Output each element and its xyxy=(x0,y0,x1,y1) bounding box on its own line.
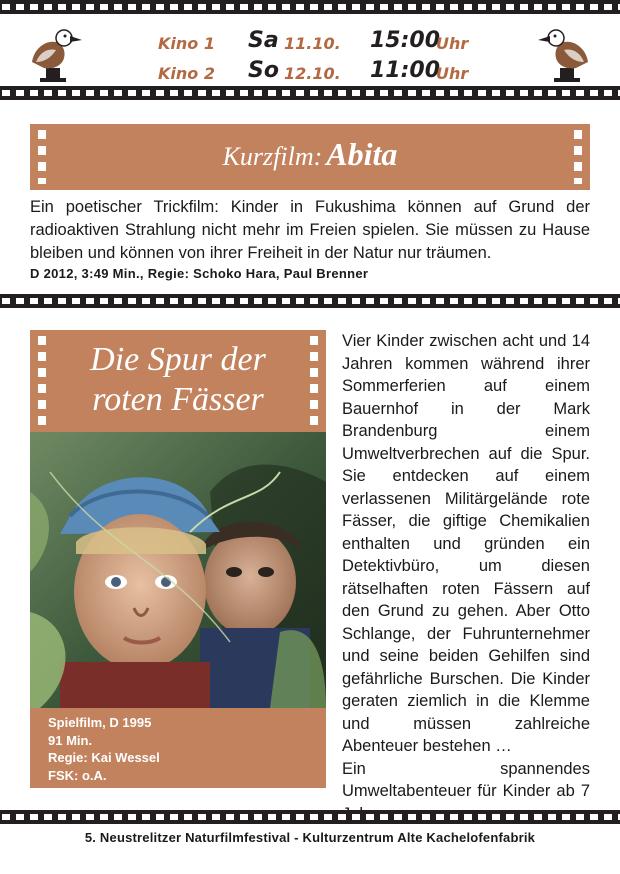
short-film-title xyxy=(30,136,590,173)
feature-title-line: Die Spur der xyxy=(90,341,266,378)
short-film-name: Abita xyxy=(326,136,398,172)
short-film-banner xyxy=(30,124,590,190)
weekday: Sa xyxy=(248,28,279,53)
time: 15:00 xyxy=(370,28,441,53)
schedule-row xyxy=(150,28,480,58)
weekday: So xyxy=(248,58,279,83)
time-unit: Uhr xyxy=(436,34,469,53)
short-film-credits: D 2012, 3:49 Min., Regie: Schoko Hara, Paul Brenner xyxy=(30,266,369,281)
schedule-row xyxy=(150,58,480,88)
info-line: Regie: Kai Wessel xyxy=(48,750,160,765)
info-line: FSK: o.A. xyxy=(48,767,107,783)
festival-footer: 5. Neustrelitzer Naturfilmfestival - Kulturzentrum Alte Kachelofenfabrik xyxy=(84,830,536,845)
cinema-name: Kino 2 xyxy=(158,64,215,83)
filmstrip-divider xyxy=(0,294,620,308)
info-line: 91 Min. xyxy=(48,732,93,748)
feature-film-title xyxy=(30,340,326,420)
date: 11.10. xyxy=(284,34,341,53)
bird-on-post-icon xyxy=(536,22,598,84)
feature-tagline: Ein spannendes Umweltabenteuer für Kinder ab 7 xyxy=(342,759,590,800)
time: 11:00 xyxy=(370,58,441,83)
info-line: Spielfilm, D 1995 xyxy=(48,715,152,730)
cinema-name: Kino 1 xyxy=(158,34,215,53)
film-still-image xyxy=(30,432,326,708)
short-film-description: Ein poetischer Trickfilm: Kinder in Fukushima können auf Grund der radioaktiven Strahlung nicht mehr im Freien spielen. Sie müssen zu Hause bleiben und können von ihrer Freiheit in der Natur nur träumen. xyxy=(30,198,590,262)
time-unit: Uhr xyxy=(436,64,469,83)
filmstrip-bottom xyxy=(0,810,620,824)
feature-film-info xyxy=(30,708,326,788)
date: 12.10. xyxy=(284,64,341,83)
screening-schedule xyxy=(150,28,480,88)
feature-film-banner xyxy=(30,330,326,432)
feature-film-description xyxy=(342,330,590,825)
feature-title-line: roten Fässer xyxy=(92,381,264,418)
short-film-prefix: Kurzfilm: xyxy=(222,142,323,171)
filmstrip-divider xyxy=(0,86,620,100)
filmstrip-top xyxy=(0,0,620,14)
bird-on-post-icon xyxy=(22,22,84,84)
feature-synopsis: Vier Kinder zwischen acht und 14 Jahren kommen während ihrer Sommerferien auf einem Bauernhof in der Mark Brandenburg einem Umweltverbrechen auf die Spur. Sie entdecken auf einem verlassenen Militärgelände rote Fässer, die giftige Chemikalien enthalten und gründen ein Detektivbüro, um diesen rätselhaften roten Fässern auf den Grund zu gehen. Aber Otto Schlange, der Fuhrunternehmer und seine beiden Gehilfen sind gefährliche Burschen. Die Kinder geraten ziemlich in die Klemme und müssen zahlreiche Abenteuer bestehen … xyxy=(342,332,590,755)
